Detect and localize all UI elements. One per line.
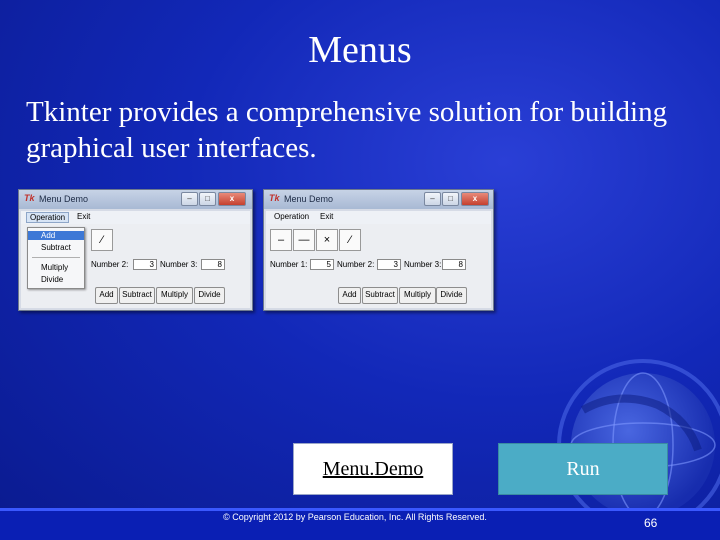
dropdown-separator [32,257,80,258]
add-button[interactable]: Add [338,287,361,304]
menu-demo-window-toolbar [263,189,494,311]
multiply-button[interactable]: Multiply [156,287,193,304]
window-titlebar [19,190,252,209]
menu-bar [21,211,250,224]
number2-field[interactable]: 3 [377,259,401,270]
number3-field[interactable]: 8 [442,259,466,270]
menu-operation[interactable]: Operation [26,212,69,223]
number3-label: Number 3: [404,260,442,269]
minimize-icon[interactable]: – [181,192,198,206]
dropdown-item-multiply[interactable]: Multiply [41,263,69,272]
run-button[interactable]: Run [498,443,668,495]
tk-icon: Tk [269,193,280,203]
divide-icon[interactable]: ⁄ [91,229,113,251]
dropdown-item-add[interactable]: Add [28,231,84,240]
slide-body-text: Tkinter provides a comprehensive solution for building graphical user interfaces. [26,96,668,164]
close-icon[interactable]: x [461,192,489,206]
subtract-icon[interactable]: — [293,229,315,251]
multiply-button[interactable]: Multiply [399,287,436,304]
menu-demo-link[interactable]: Menu.Demo [293,443,453,495]
slide-title: Menus [308,29,412,71]
add-button[interactable]: Add [95,287,118,304]
number3-label: Number 3: [160,260,198,269]
divide-button[interactable]: Divide [436,287,467,304]
menu-exit[interactable]: Exit [77,212,91,221]
divide-icon[interactable]: ⁄ [339,229,361,251]
multiply-icon[interactable]: × [316,229,338,251]
number2-label: Number 2: [91,260,129,269]
minimize-icon[interactable]: – [424,192,441,206]
number2-field[interactable]: 3 [133,259,157,270]
page-number: 66 [644,516,658,530]
window-title: Menu Demo [39,194,89,204]
operation-dropdown [27,227,85,289]
menu-exit[interactable]: Exit [320,212,334,221]
menu-bar [266,211,491,224]
window-titlebar [264,190,493,209]
number3-field[interactable]: 8 [201,259,225,270]
number2-label: Number 2: [337,260,375,269]
add-icon[interactable]: – [270,229,292,251]
divide-button[interactable]: Divide [194,287,225,304]
close-icon[interactable]: x [218,192,246,206]
dropdown-item-subtract[interactable]: Subtract [41,243,71,252]
menu-demo-window-dropdown [18,189,253,311]
dropdown-item-divide[interactable]: Divide [41,275,64,284]
menu-operation[interactable]: Operation [274,212,310,221]
window-title: Menu Demo [284,194,334,204]
number1-field[interactable]: 5 [310,259,334,270]
maximize-icon[interactable]: □ [442,192,459,206]
subtract-button[interactable]: Subtract [119,287,155,304]
copyright-text: © Copyright 2012 by Pearson Education, Inc. All Rights Reserved. [223,512,487,522]
subtract-button[interactable]: Subtract [362,287,398,304]
number1-label: Number 1: [270,260,308,269]
maximize-icon[interactable]: □ [199,192,216,206]
tk-icon: Tk [24,193,35,203]
